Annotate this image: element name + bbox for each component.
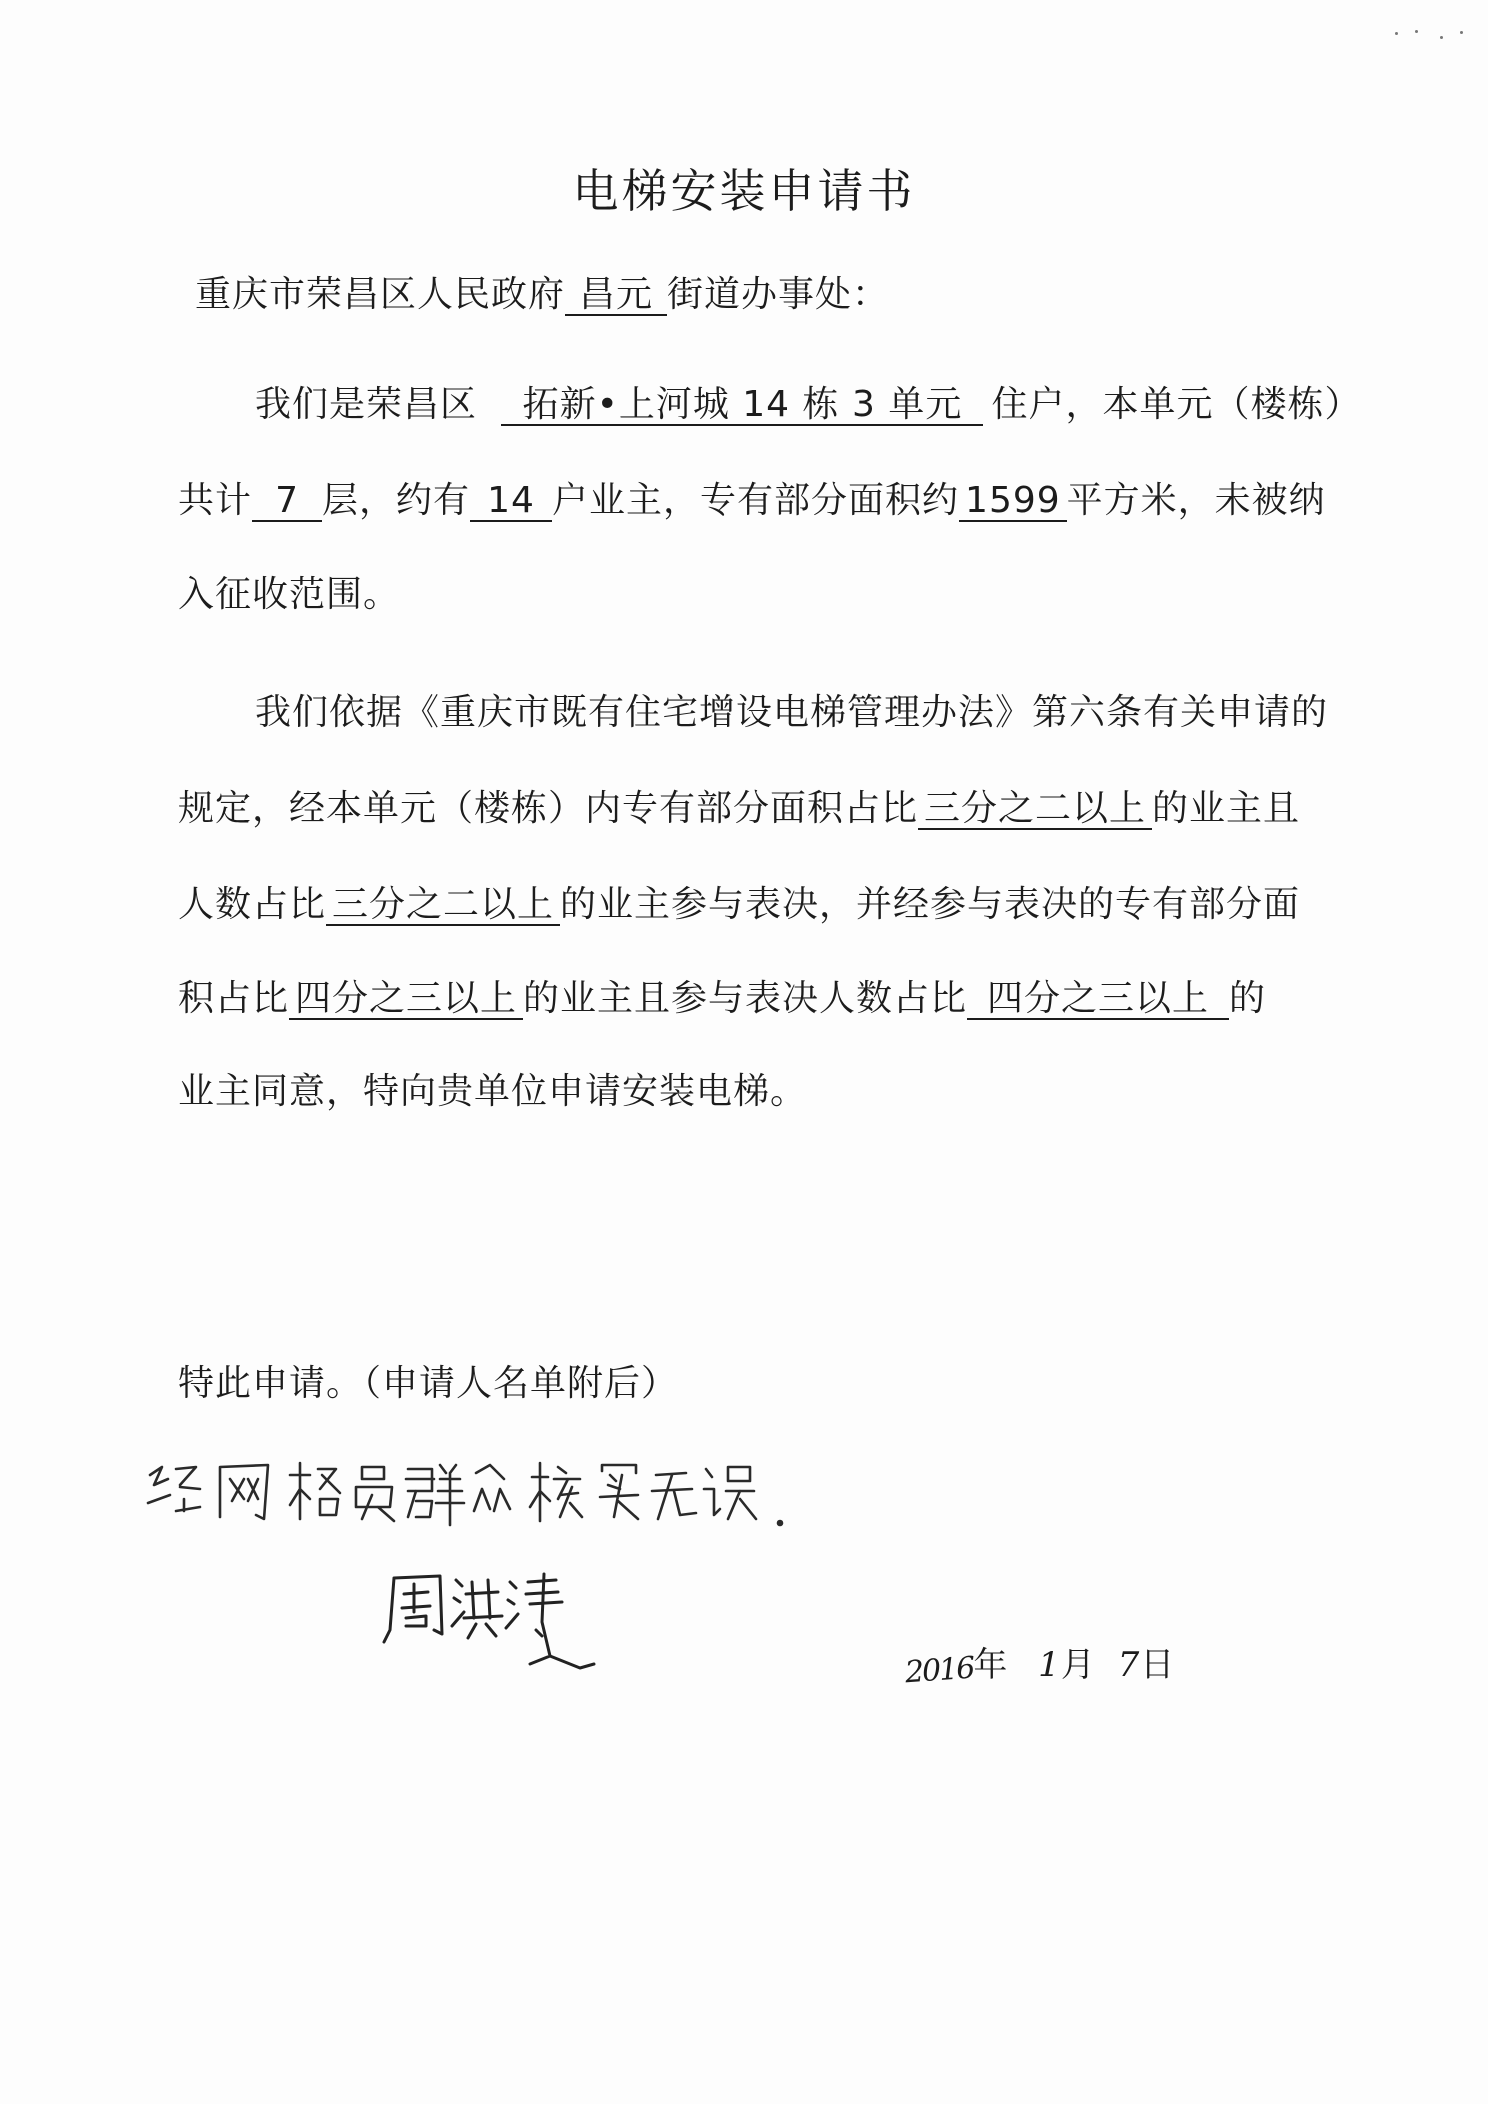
area-ratio-participate-fill: 三分之二以上 (918, 790, 1152, 830)
para1-line1 (255, 386, 1361, 426)
households-fill: 14 (470, 482, 552, 522)
para1-text: 共计 (178, 480, 253, 521)
addressee-line (195, 276, 889, 316)
scan-speck (1395, 32, 1398, 35)
scan-speck (1440, 36, 1443, 39)
para2-text: 的业主且参与表决人数占比 (523, 978, 968, 1019)
date-year: 2016 (903, 1650, 975, 1691)
building-fill: 拓新•上河城 14 栋 3 单元 (501, 386, 983, 426)
handwritten-signature (380, 1560, 600, 1670)
para1-text: 我们是荣昌区 (255, 384, 478, 425)
para1-text: 平方米，未被纳 (1066, 480, 1326, 521)
para2-line3 (178, 886, 1300, 926)
para1-line2 (178, 482, 1326, 522)
para1-text: 入征收范围。 (178, 574, 401, 615)
para1-text: 住户，本单元（楼栋） (991, 384, 1362, 425)
para2-text: 的 (1229, 978, 1267, 1019)
para1-text: 层，约有 (322, 480, 471, 521)
people-ratio-agree-fill: 四分之三以上 (967, 980, 1229, 1020)
signature-ink (380, 1560, 600, 1670)
date-day-label: 日 (1140, 1645, 1176, 1685)
date-line (903, 1645, 1176, 1691)
date-day: 7 (1117, 1645, 1141, 1685)
scan-speck (1415, 30, 1418, 33)
para2-text: 的业主参与表决，并经参与表决的专有部分面 (560, 884, 1301, 925)
addressee-suffix: 街道办事处： (667, 274, 890, 315)
area-fill: 1599 (959, 482, 1067, 522)
para2-text: 的业主且 (1152, 788, 1301, 829)
para2-text: 我们依据《重庆市既有住宅增设电梯管理办法》第六条有关申请的 (255, 692, 1329, 733)
para2-text: 业主同意，特向贵单位申请安装电梯。 (178, 1071, 808, 1112)
document-title: 电梯安装申请书 (572, 164, 916, 218)
para2-text: 规定，经本单元（楼栋）内专有部分面积占比 (178, 788, 919, 829)
para2-text: 人数占比 (178, 884, 327, 925)
area-ratio-agree-fill: 四分之三以上 (289, 980, 523, 1020)
para2-text: 积占比 (178, 978, 290, 1019)
para1-line3 (178, 574, 401, 615)
scan-speck (1460, 31, 1463, 34)
date-month-label: 月 (1060, 1645, 1096, 1685)
para2-line1 (255, 692, 1329, 733)
date-year-label: 年 (973, 1645, 1009, 1685)
date-month: 1 (1038, 1645, 1061, 1685)
para2-line5 (178, 1071, 808, 1112)
handwritten-note-ink (140, 1445, 800, 1535)
handwritten-note (140, 1445, 800, 1535)
addressee-prefix: 重庆市荣昌区人民政府 (195, 274, 566, 315)
para2-line4 (178, 980, 1266, 1020)
street-name-fill: 昌元 (565, 276, 667, 316)
para2-line2 (178, 790, 1300, 830)
closing-line: 特此申请。（申请人名单附后） (178, 1363, 679, 1404)
floors-fill: 7 (252, 482, 322, 522)
people-ratio-participate-fill: 三分之二以上 (326, 886, 560, 926)
para1-text: 户业主，专有部分面积约 (552, 480, 960, 521)
